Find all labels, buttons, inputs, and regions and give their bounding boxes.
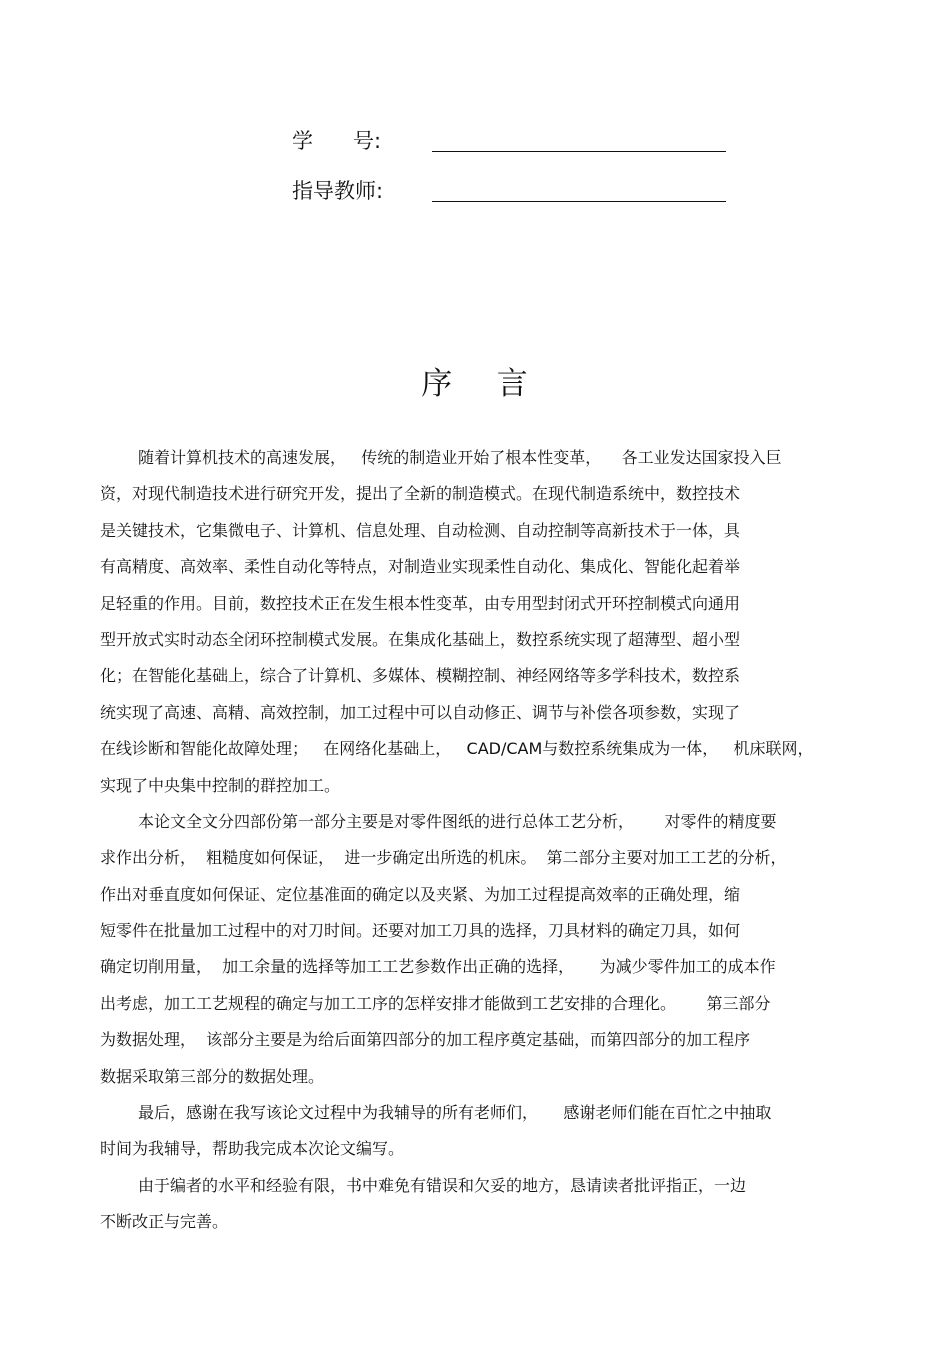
paragraph-line: 实现了中央集中控制的群控加工。 <box>100 775 341 795</box>
student-id-field <box>292 126 726 156</box>
paragraph-line: 本论文全文分四部份第一部分主要是对零件图纸的进行总体工艺分析， 对零件的精度要 <box>138 811 777 831</box>
paragraph-line: 型开放式实时动态全闭环控制模式发展。在集成化基础上，数控系统实现了超薄型、超小型 <box>100 629 741 649</box>
student-id-blank-line <box>432 151 726 152</box>
preface-paragraph <box>100 804 860 1095</box>
paragraph-line: 是关键技术，它集微电子、计算机、信息处理、自动检测、自动控制等高新技术于一体，具 <box>100 520 741 540</box>
paragraph-line: 数据采取第三部分的数据处理。 <box>100 1066 325 1086</box>
preface-title: 序 言 <box>421 366 529 402</box>
paragraph-line: 不断改正与完善。 <box>100 1212 229 1232</box>
paragraph-line: 时间为我辅导，帮助我完成本次论文编写。 <box>100 1139 405 1159</box>
paragraph-line: 作出对垂直度如何保证、定位基准面的确定以及夹紧、为加工过程提高效率的正确处理，缩 <box>100 884 741 904</box>
paragraph-line: 资，对现代制造技术进行研究开发，提出了全新的制造模式。在现代制造系统中，数控技术 <box>100 484 741 504</box>
paragraph-line: 确定切削用量， 加工余量的选择等加工工艺参数作出正确的选择， 为减少零件加工的成本作 <box>100 957 776 977</box>
paragraph-line: 为数据处理， 该部分主要是为给后面第四部分的加工程序奠定基础，而第四部分的加工程序 <box>100 1030 751 1050</box>
preface-body <box>100 440 860 1241</box>
paragraph-line: 化；在智能化基础上，综合了计算机、多媒体、模糊控制、神经网络等多学科技术，数控系 <box>100 666 741 686</box>
paragraph-line: 在线诊断和智能化故障处理； 在网络化基础上， CAD/CAM与数控系统集成为一体， 机床联网， <box>100 739 814 759</box>
preface-paragraph <box>100 1168 860 1241</box>
paragraph-line: 足轻重的作用。目前，数控技术正在发生根本性变革，由专用型封闭式开环控制模式向通用 <box>100 593 741 613</box>
preface-paragraph <box>100 1095 860 1168</box>
paragraph-line: 短零件在批量加工过程中的对刀时间。还要对加工刀具的选择，刀具材料的确定刀具，如何 <box>100 921 741 941</box>
paragraph-line: 最后，感谢在我写该论文过程中为我辅导的所有老师们， 感谢老师们能在百忙之中抽取 <box>138 1103 772 1123</box>
student-id-label: 学 号: <box>292 129 382 153</box>
advisor-field <box>292 176 726 206</box>
paragraph-line: 由于编者的水平和经验有限，书中难免有错误和欠妥的地方，恳请读者批评指正，一边 <box>138 1175 747 1195</box>
paragraph-line: 统实现了高速、高精、高效控制，加工过程中可以自动修正、调节与补偿各项参数，实现了 <box>100 702 741 722</box>
paragraph-line: 出考虑，加工工艺规程的确定与加工工序的怎样安排才能做到工艺安排的合理化。 第三部分 <box>100 993 771 1013</box>
preface-paragraph <box>100 440 860 804</box>
paragraph-line: 有高精度、高效率、柔性自动化等特点，对制造业实现柔性自动化、集成化、智能化起着举 <box>100 557 741 577</box>
paragraph-line: 求作出分析， 粗糙度如何保证， 进一步确定出所选的机床。 第二部分主要对加工工艺的分析， <box>100 848 787 868</box>
advisor-label: 指导教师: <box>292 179 384 203</box>
paragraph-line: 随着计算机技术的高速发展， 传统的制造业开始了根本性变革， 各工业发达国家投入巨 <box>138 448 782 467</box>
advisor-blank-line <box>432 201 726 202</box>
